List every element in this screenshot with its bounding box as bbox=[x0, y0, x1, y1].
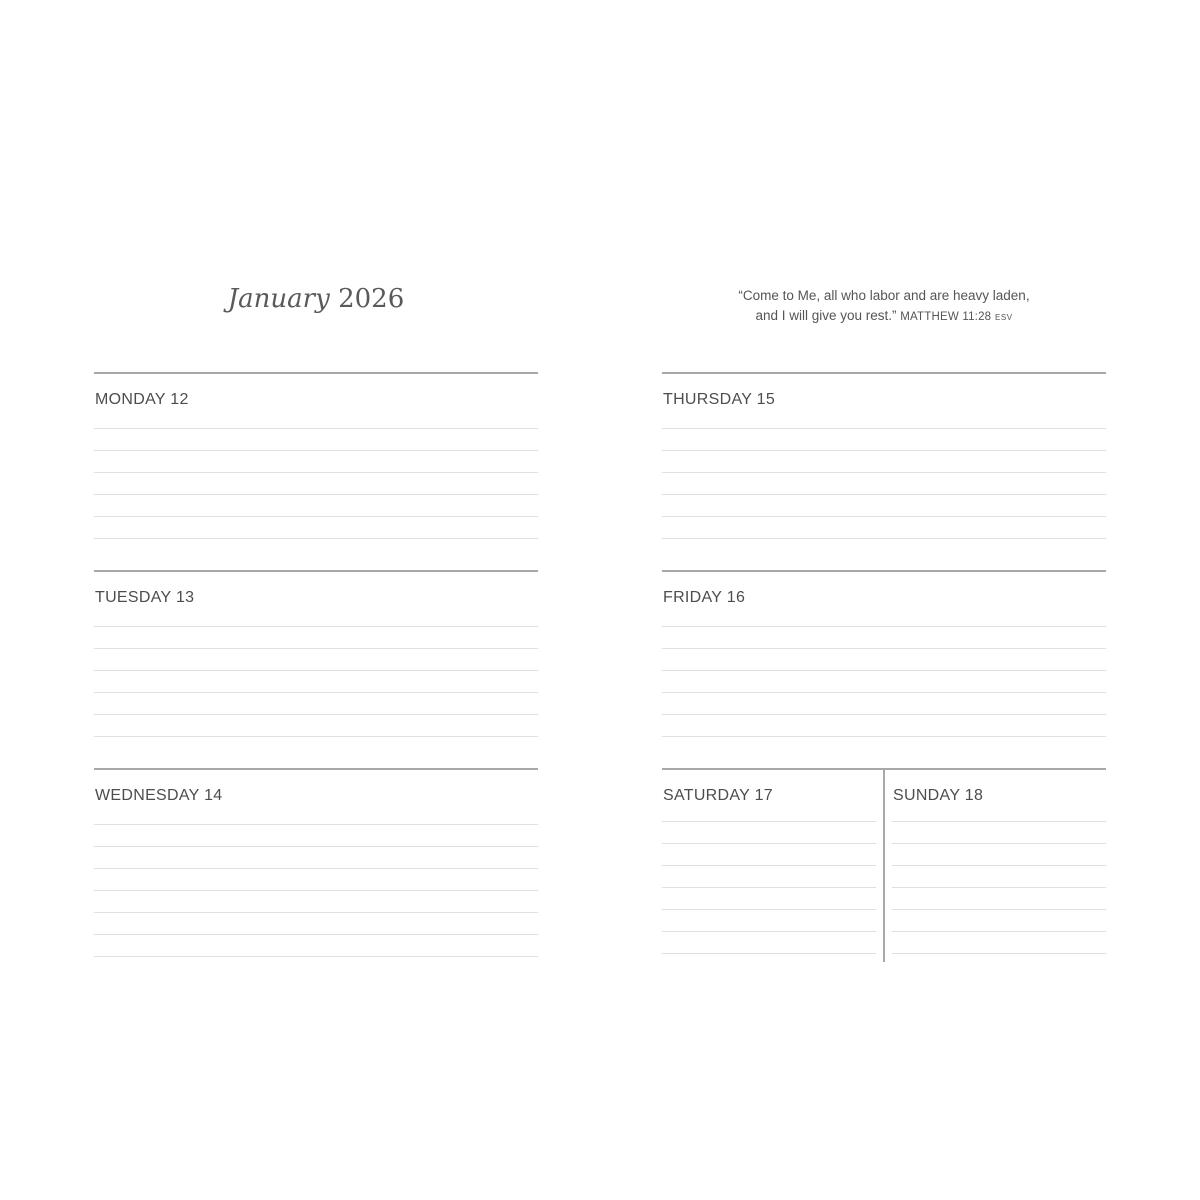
day-label-friday: FRIDAY 16 bbox=[663, 589, 746, 606]
writing-line[interactable] bbox=[662, 931, 876, 932]
day-section-saturday bbox=[662, 768, 876, 960]
writing-line[interactable] bbox=[94, 648, 538, 649]
section-rule bbox=[662, 570, 1106, 572]
writing-line[interactable] bbox=[94, 626, 538, 627]
writing-line[interactable] bbox=[94, 736, 538, 737]
scripture-reference: MATTHEW 11:28 bbox=[900, 311, 992, 323]
quote-line-2-wrap bbox=[662, 306, 1106, 328]
day-label-wednesday: WEDNESDAY 14 bbox=[95, 787, 223, 804]
writing-line[interactable] bbox=[94, 934, 538, 935]
scripture-quote bbox=[662, 286, 1106, 328]
writing-line[interactable] bbox=[662, 538, 1106, 539]
section-rule bbox=[94, 768, 538, 770]
writing-line[interactable] bbox=[94, 868, 538, 869]
writing-line[interactable] bbox=[662, 516, 1106, 517]
section-rule bbox=[662, 372, 1106, 374]
bible-version: ESV bbox=[995, 313, 1013, 322]
writing-line[interactable] bbox=[94, 956, 538, 957]
writing-line[interactable] bbox=[662, 626, 1106, 627]
year-label: 2026 bbox=[338, 284, 405, 314]
writing-line[interactable] bbox=[94, 692, 538, 693]
writing-line[interactable] bbox=[662, 821, 876, 822]
writing-line[interactable] bbox=[94, 538, 538, 539]
day-section-sunday bbox=[892, 768, 1106, 960]
writing-line[interactable] bbox=[662, 450, 1106, 451]
writing-line[interactable] bbox=[892, 865, 1106, 866]
writing-line[interactable] bbox=[662, 953, 876, 954]
writing-line[interactable] bbox=[662, 887, 876, 888]
section-rule bbox=[94, 570, 538, 572]
writing-line[interactable] bbox=[662, 494, 1106, 495]
month-label: January bbox=[227, 284, 330, 314]
writing-line[interactable] bbox=[662, 648, 1106, 649]
day-label-thursday: THURSDAY 15 bbox=[663, 391, 776, 408]
day-label-sunday: SUNDAY 18 bbox=[893, 787, 984, 804]
writing-line[interactable] bbox=[662, 428, 1106, 429]
day-section-tuesday bbox=[94, 570, 538, 768]
day-section-wednesday bbox=[94, 768, 538, 960]
writing-line[interactable] bbox=[662, 714, 1106, 715]
writing-line[interactable] bbox=[892, 843, 1106, 844]
writing-line[interactable] bbox=[662, 736, 1106, 737]
writing-line[interactable] bbox=[892, 931, 1106, 932]
writing-line[interactable] bbox=[662, 670, 1106, 671]
section-rule bbox=[94, 372, 538, 374]
quote-line-2: and I will give you rest.” bbox=[755, 308, 897, 323]
writing-line[interactable] bbox=[94, 494, 538, 495]
day-section-friday bbox=[662, 570, 1106, 768]
day-label-saturday: SATURDAY 17 bbox=[663, 787, 774, 804]
writing-line[interactable] bbox=[94, 890, 538, 891]
weekend-divider bbox=[883, 770, 885, 962]
writing-line[interactable] bbox=[94, 428, 538, 429]
writing-line[interactable] bbox=[94, 450, 538, 451]
day-section-thursday bbox=[662, 372, 1106, 570]
writing-line[interactable] bbox=[892, 909, 1106, 910]
writing-line[interactable] bbox=[892, 821, 1106, 822]
day-section-monday bbox=[94, 372, 538, 570]
writing-line[interactable] bbox=[662, 692, 1106, 693]
writing-line[interactable] bbox=[94, 912, 538, 913]
writing-line[interactable] bbox=[662, 472, 1106, 473]
writing-line[interactable] bbox=[94, 714, 538, 715]
writing-line[interactable] bbox=[94, 472, 538, 473]
writing-line[interactable] bbox=[94, 516, 538, 517]
day-label-monday: MONDAY 12 bbox=[95, 391, 189, 408]
writing-line[interactable] bbox=[94, 670, 538, 671]
writing-line[interactable] bbox=[94, 846, 538, 847]
writing-line[interactable] bbox=[94, 824, 538, 825]
writing-line[interactable] bbox=[662, 865, 876, 866]
writing-line[interactable] bbox=[662, 909, 876, 910]
quote-line-1: “Come to Me, all who labor and are heavy laden, bbox=[738, 288, 1030, 303]
page-title bbox=[94, 284, 538, 314]
day-label-tuesday: TUESDAY 13 bbox=[95, 589, 195, 606]
writing-line[interactable] bbox=[892, 887, 1106, 888]
writing-line[interactable] bbox=[662, 843, 876, 844]
writing-line[interactable] bbox=[892, 953, 1106, 954]
